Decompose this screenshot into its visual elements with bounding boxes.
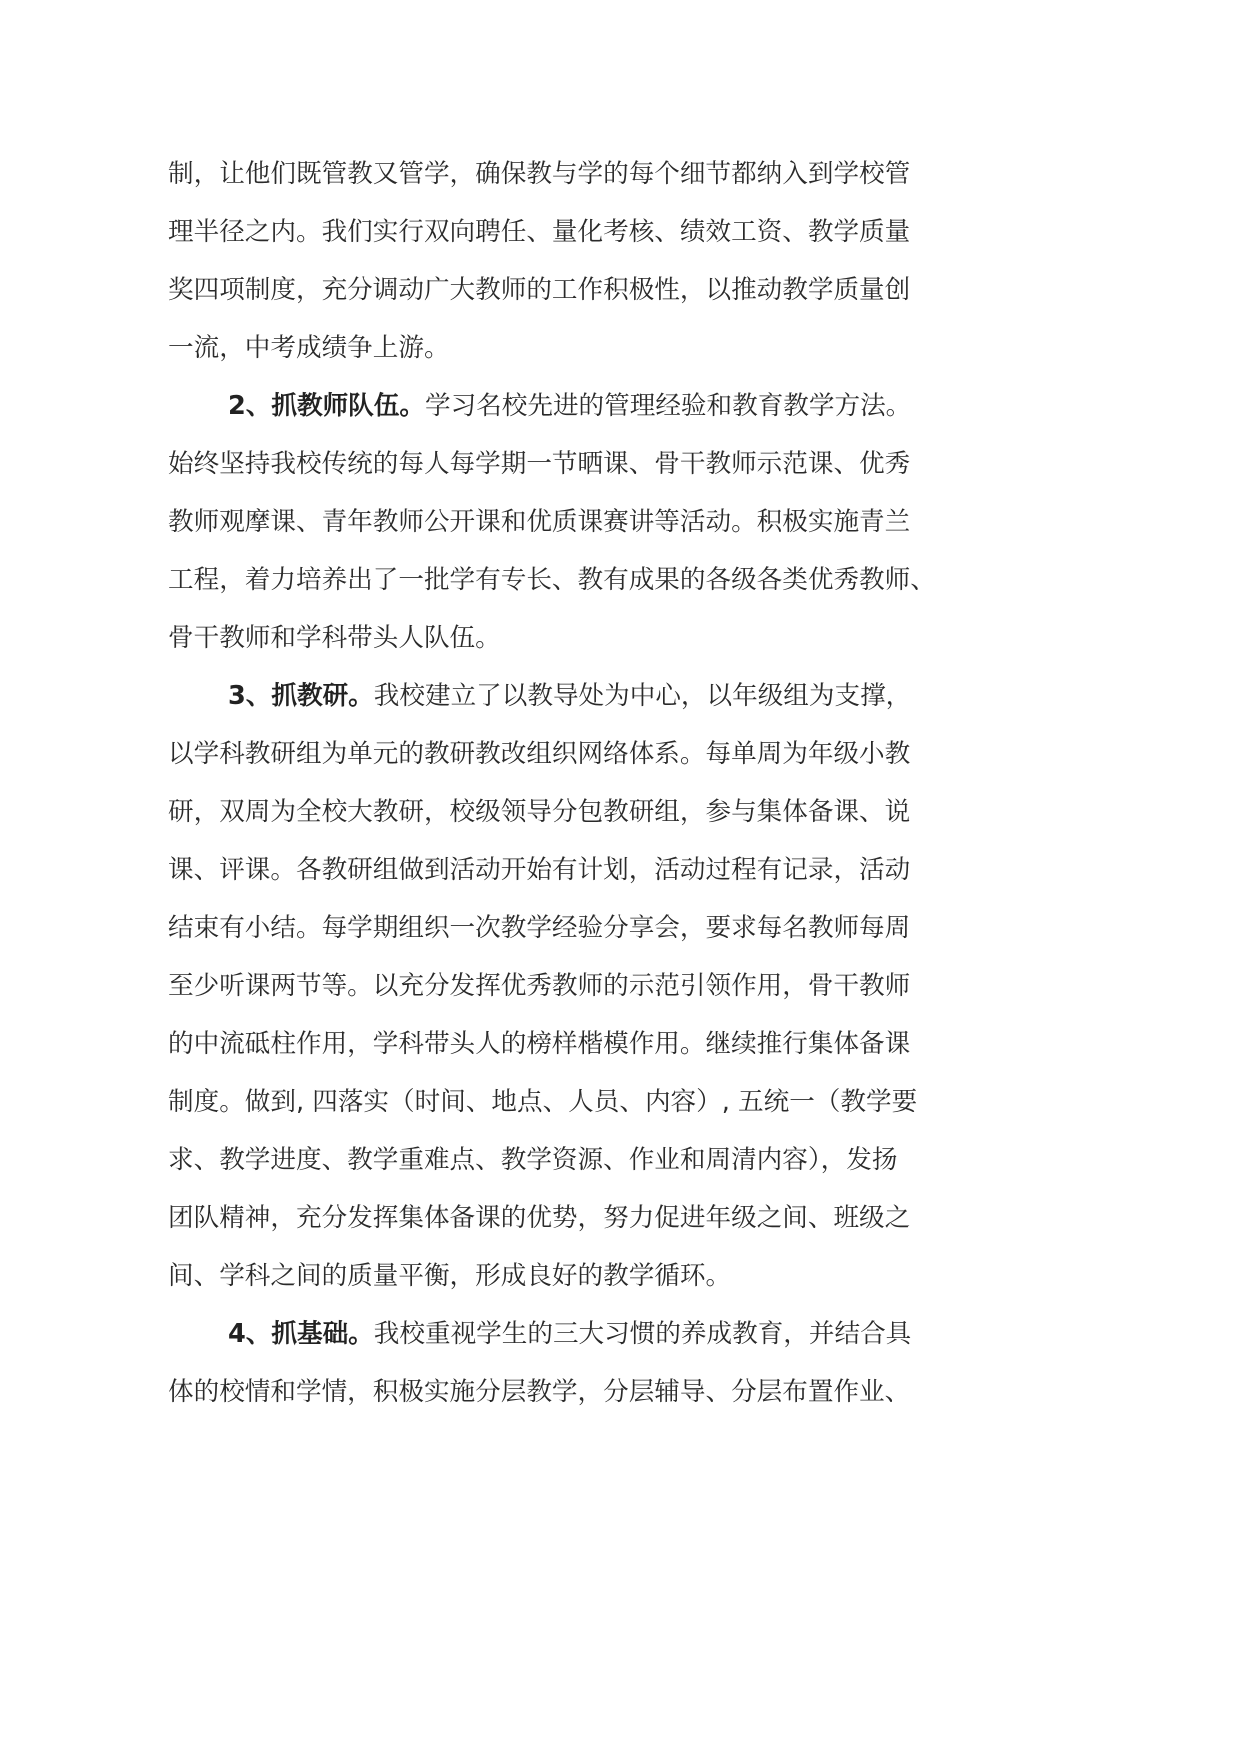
paragraph-line: 以学科教研组为单元的教研教改组织网络体系。每单周为年级小教	[168, 739, 911, 769]
paragraph-line: 体的校情和学情，积极实施分层教学，分层辅导、分层布置作业、	[168, 1377, 911, 1407]
paragraph-line: 理半径之内。我们实行双向聘任、量化考核、绩效工资、教学质量	[168, 217, 911, 247]
paragraph-line: 研，双周为全校大教研，校级领导分包教研组，参与集体备课、说	[168, 797, 911, 827]
paragraph-line: 教师观摩课、青年教师公开课和优质课赛讲等活动。积极实施青兰	[168, 507, 911, 537]
section-first-line-text: 我校重视学生的三大习惯的养成教育，并结合具	[373, 1319, 912, 1349]
paragraph-line: 制度。做到, 四落实（时间、地点、人员、内容）, 五统一（教学要	[168, 1087, 918, 1117]
section-foundation	[168, 1305, 938, 1421]
section-first-line-text: 我校建立了以教导处为中心，以年级组为支撑，	[373, 681, 912, 711]
paragraph-line: 团队精神，充分发挥集体备课的优势，努力促进年级之间、班级之	[168, 1203, 911, 1233]
section-teacher-team	[168, 377, 938, 667]
paragraph-line: 求、教学进度、教学重难点、教学资源、作业和周清内容），发扬	[168, 1145, 898, 1175]
continuation-paragraph	[168, 145, 938, 377]
paragraph-line: 课、评课。各教研组做到活动开始有计划，活动过程有记录，活动	[168, 855, 911, 885]
section-first-line-text: 学习名校先进的管理经验和教育教学方法。	[424, 391, 912, 421]
section-heading: 2、抓教师队伍。	[228, 391, 425, 421]
section-heading: 4、抓基础。	[228, 1319, 374, 1349]
paragraph-line: 骨干教师和学科带头人队伍。	[168, 623, 501, 653]
paragraph-line: 始终坚持我校传统的每人每学期一节晒课、骨干教师示范课、优秀	[168, 449, 911, 479]
section-teaching-research	[168, 667, 938, 1305]
paragraph-line: 的中流砥柱作用，学科带头人的榜样楷模作用。继续推行集体备课	[168, 1029, 911, 1059]
paragraph-line: 间、学科之间的质量平衡，形成良好的教学循环。	[168, 1261, 732, 1291]
section-first-line	[168, 1305, 938, 1363]
section-first-line	[168, 377, 938, 435]
paragraph-line: 制，让他们既管教又管学，确保教与学的每个细节都纳入到学校管	[168, 159, 911, 189]
paragraph-line: 一流，中考成绩争上游。	[168, 333, 450, 363]
paragraph-line: 奖四项制度，充分调动广大教师的工作积极性，以推动教学质量创	[168, 275, 911, 305]
paragraph-line: 工程，着力培养出了一批学有专长、教有成果的各级各类优秀教师、	[168, 565, 936, 595]
section-heading: 3、抓教研。	[228, 681, 374, 711]
section-first-line	[168, 667, 938, 725]
paragraph-line: 至少听课两节等。以充分发挥优秀教师的示范引领作用，骨干教师	[168, 971, 911, 1001]
document-body	[168, 145, 938, 1421]
paragraph-line: 结束有小结。每学期组织一次教学经验分享会，要求每名教师每周	[168, 913, 911, 943]
